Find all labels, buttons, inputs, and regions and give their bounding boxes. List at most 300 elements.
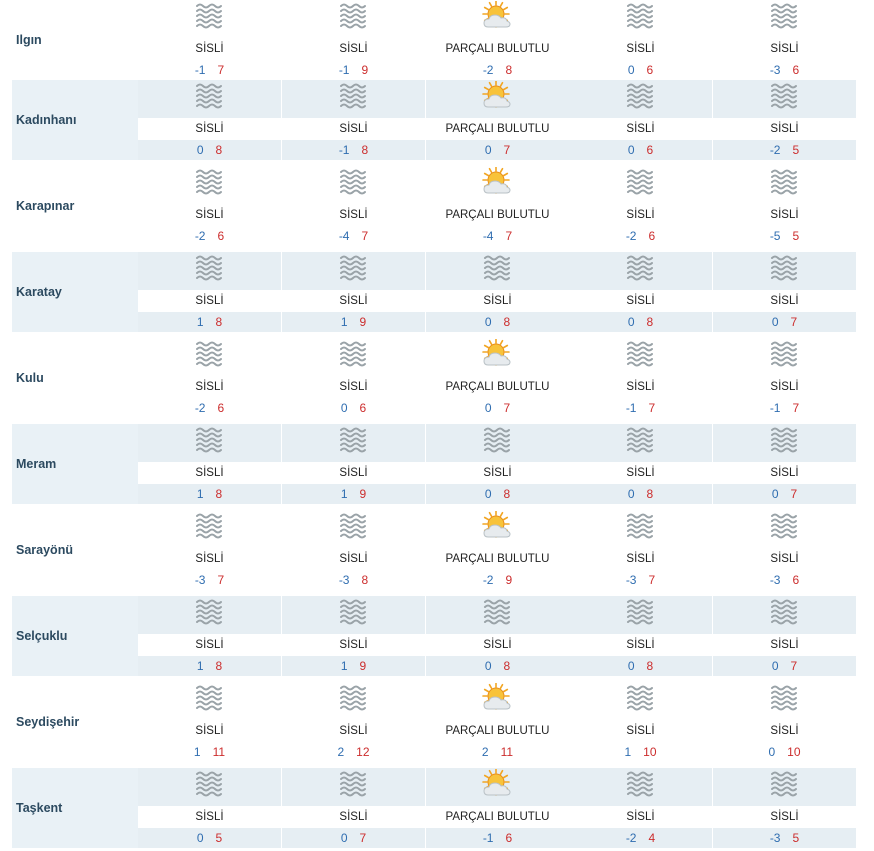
forecast-day bbox=[569, 0, 712, 80]
forecast-day bbox=[282, 596, 425, 676]
city-name: Karatay bbox=[16, 285, 62, 299]
temperature-range bbox=[713, 570, 856, 590]
max-temperature: 6 bbox=[792, 63, 800, 77]
min-temperature: -2 bbox=[482, 573, 494, 587]
partly-cloudy-icon bbox=[482, 167, 512, 197]
fog-icon bbox=[625, 1, 655, 31]
weather-description: SİSLİ bbox=[195, 123, 224, 135]
partly-cloudy-icon bbox=[482, 1, 512, 31]
temperature-range bbox=[282, 828, 425, 848]
weather-description: SİSLİ bbox=[626, 43, 655, 55]
weather-description: SİSLİ bbox=[770, 43, 799, 55]
city-name: Seydişehir bbox=[16, 715, 80, 729]
forecast-day bbox=[138, 0, 281, 80]
temperature-range bbox=[282, 484, 425, 504]
weather-icon-area bbox=[282, 252, 425, 290]
city-cell bbox=[12, 768, 138, 848]
weather-icon-area bbox=[426, 80, 569, 118]
fog-icon bbox=[194, 425, 224, 455]
weather-description: SİSLİ bbox=[195, 43, 224, 55]
min-temperature: 1 bbox=[340, 487, 348, 501]
temperature-range bbox=[138, 570, 281, 590]
fog-icon bbox=[338, 425, 368, 455]
max-temperature: 7 bbox=[217, 573, 225, 587]
min-temperature: -2 bbox=[482, 63, 494, 77]
temperature-range bbox=[426, 60, 569, 80]
min-temperature: -1 bbox=[625, 401, 637, 415]
temperature-range bbox=[282, 656, 425, 676]
fog-icon bbox=[769, 167, 799, 197]
weather-icon-area bbox=[138, 682, 281, 720]
city-row bbox=[12, 80, 858, 166]
min-temperature: 0 bbox=[484, 315, 492, 329]
fog-icon bbox=[194, 769, 224, 799]
weather-description: PARÇALI BULUTLU bbox=[445, 123, 550, 135]
max-temperature: 7 bbox=[359, 831, 367, 845]
max-temperature: 6 bbox=[217, 229, 225, 243]
fog-icon bbox=[625, 253, 655, 283]
city-cell bbox=[12, 252, 138, 332]
weather-description: SİSLİ bbox=[770, 295, 799, 307]
weather-icon-area bbox=[282, 682, 425, 720]
weather-icon-area bbox=[282, 510, 425, 548]
weather-description: SİSLİ bbox=[626, 295, 655, 307]
min-temperature: 0 bbox=[771, 487, 779, 501]
temperature-range bbox=[138, 656, 281, 676]
city-name: Selçuklu bbox=[16, 629, 68, 643]
weather-icon-area bbox=[713, 768, 856, 806]
temperature-range bbox=[569, 484, 712, 504]
temperature-range bbox=[569, 742, 712, 762]
weather-description: SİSLİ bbox=[339, 725, 368, 737]
fog-icon bbox=[338, 339, 368, 369]
max-temperature: 8 bbox=[646, 487, 654, 501]
min-temperature: -2 bbox=[625, 229, 637, 243]
forecast-day bbox=[713, 768, 856, 848]
forecast-day bbox=[713, 252, 856, 332]
weather-description: SİSLİ bbox=[483, 295, 512, 307]
weather-description: PARÇALI BULUTLU bbox=[445, 725, 550, 737]
forecast-day bbox=[138, 338, 281, 418]
fog-icon bbox=[194, 597, 224, 627]
fog-icon bbox=[625, 683, 655, 713]
weather-description: SİSLİ bbox=[626, 381, 655, 393]
min-temperature: -2 bbox=[194, 401, 206, 415]
min-temperature: -4 bbox=[482, 229, 494, 243]
weather-icon-area bbox=[713, 0, 856, 38]
max-temperature: 7 bbox=[361, 229, 369, 243]
fog-icon bbox=[194, 511, 224, 541]
max-temperature: 6 bbox=[646, 143, 654, 157]
forecast-day bbox=[713, 596, 856, 676]
min-temperature: -3 bbox=[769, 831, 781, 845]
temperature-range bbox=[426, 312, 569, 332]
fog-icon bbox=[625, 81, 655, 111]
weather-description: SİSLİ bbox=[626, 725, 655, 737]
temperature-range bbox=[426, 828, 569, 848]
min-temperature: 0 bbox=[196, 143, 204, 157]
max-temperature: 8 bbox=[361, 143, 369, 157]
temperature-range bbox=[426, 742, 569, 762]
min-temperature: 0 bbox=[196, 831, 204, 845]
forecast-day bbox=[426, 338, 569, 418]
weather-description: SİSLİ bbox=[770, 639, 799, 651]
max-temperature: 7 bbox=[792, 401, 800, 415]
min-temperature: -2 bbox=[625, 831, 637, 845]
fog-icon bbox=[338, 81, 368, 111]
city-cell bbox=[12, 424, 138, 504]
weather-description: SİSLİ bbox=[626, 123, 655, 135]
min-temperature: 0 bbox=[340, 401, 348, 415]
fog-icon bbox=[625, 597, 655, 627]
forecast-day bbox=[569, 510, 712, 590]
forecast-day bbox=[569, 596, 712, 676]
temperature-range bbox=[713, 226, 856, 246]
temperature-range bbox=[569, 570, 712, 590]
weather-icon-area bbox=[569, 0, 712, 38]
temperature-range bbox=[569, 226, 712, 246]
max-temperature: 10 bbox=[787, 745, 801, 759]
city-row bbox=[12, 424, 858, 510]
temperature-range bbox=[426, 398, 569, 418]
weather-description: SİSLİ bbox=[195, 381, 224, 393]
temperature-range bbox=[138, 484, 281, 504]
weather-icon-area bbox=[282, 768, 425, 806]
city-row bbox=[12, 682, 858, 768]
min-temperature: -3 bbox=[338, 573, 350, 587]
max-temperature: 8 bbox=[361, 573, 369, 587]
min-temperature: 0 bbox=[627, 143, 635, 157]
weather-description: SİSLİ bbox=[339, 123, 368, 135]
weather-description: SİSLİ bbox=[770, 381, 799, 393]
forecast-day bbox=[426, 768, 569, 848]
city-cell bbox=[12, 80, 138, 160]
fog-icon bbox=[769, 1, 799, 31]
city-cell bbox=[12, 166, 138, 246]
max-temperature: 6 bbox=[217, 401, 225, 415]
min-temperature: 0 bbox=[771, 659, 779, 673]
forecast-day bbox=[713, 682, 856, 762]
weather-icon-area bbox=[138, 596, 281, 634]
temperature-range bbox=[138, 226, 281, 246]
max-temperature: 7 bbox=[790, 487, 798, 501]
min-temperature: -1 bbox=[194, 63, 206, 77]
weather-icon-area bbox=[426, 510, 569, 548]
temperature-range bbox=[282, 312, 425, 332]
weather-icon-area bbox=[138, 166, 281, 204]
temperature-range bbox=[282, 742, 425, 762]
temperature-range bbox=[138, 140, 281, 160]
forecast-day bbox=[138, 80, 281, 160]
weather-icon-area bbox=[713, 338, 856, 376]
fog-icon bbox=[482, 253, 512, 283]
weather-description: SİSLİ bbox=[626, 553, 655, 565]
fog-icon bbox=[194, 81, 224, 111]
weather-description: PARÇALI BULUTLU bbox=[445, 43, 550, 55]
weather-icon-area bbox=[282, 338, 425, 376]
min-temperature: -2 bbox=[194, 229, 206, 243]
min-temperature: 0 bbox=[627, 487, 635, 501]
temperature-range bbox=[569, 828, 712, 848]
city-row bbox=[12, 0, 858, 86]
fog-icon bbox=[338, 683, 368, 713]
max-temperature: 8 bbox=[646, 315, 654, 329]
weather-icon-area bbox=[138, 338, 281, 376]
min-temperature: 0 bbox=[484, 659, 492, 673]
forecast-day bbox=[569, 80, 712, 160]
weather-icon-area bbox=[426, 682, 569, 720]
max-temperature: 9 bbox=[359, 487, 367, 501]
weather-icon-area bbox=[569, 682, 712, 720]
weather-description: SİSLİ bbox=[339, 467, 368, 479]
city-row bbox=[12, 596, 858, 682]
temperature-range bbox=[426, 484, 569, 504]
weather-icon-area bbox=[282, 596, 425, 634]
forecast-day bbox=[282, 510, 425, 590]
forecast-day bbox=[426, 424, 569, 504]
weather-description: SİSLİ bbox=[483, 467, 512, 479]
min-temperature: -3 bbox=[769, 573, 781, 587]
max-temperature: 10 bbox=[643, 745, 657, 759]
forecast-day bbox=[713, 510, 856, 590]
weather-icon-area bbox=[426, 252, 569, 290]
forecast-day bbox=[138, 682, 281, 762]
forecast-day bbox=[282, 252, 425, 332]
weather-icon-area bbox=[426, 0, 569, 38]
max-temperature: 6 bbox=[359, 401, 367, 415]
min-temperature: 1 bbox=[340, 315, 348, 329]
forecast-day bbox=[282, 682, 425, 762]
max-temperature: 6 bbox=[505, 831, 513, 845]
fog-icon bbox=[194, 683, 224, 713]
weather-icon-area bbox=[138, 768, 281, 806]
temperature-range bbox=[282, 226, 425, 246]
max-temperature: 6 bbox=[648, 229, 656, 243]
min-temperature: 0 bbox=[340, 831, 348, 845]
weather-icon-area bbox=[138, 510, 281, 548]
max-temperature: 7 bbox=[648, 573, 656, 587]
min-temperature: 2 bbox=[481, 745, 489, 759]
max-temperature: 8 bbox=[503, 315, 511, 329]
weather-description: SİSLİ bbox=[195, 725, 224, 737]
min-temperature: 0 bbox=[627, 315, 635, 329]
forecast-day bbox=[282, 0, 425, 80]
forecast-day bbox=[426, 682, 569, 762]
min-temperature: 1 bbox=[196, 315, 204, 329]
temperature-range bbox=[138, 742, 281, 762]
fog-icon bbox=[769, 339, 799, 369]
weather-icon-area bbox=[569, 510, 712, 548]
temperature-range bbox=[426, 226, 569, 246]
weather-description: SİSLİ bbox=[339, 295, 368, 307]
weather-icon-area bbox=[426, 768, 569, 806]
temperature-range bbox=[138, 60, 281, 80]
forecast-day bbox=[426, 252, 569, 332]
max-temperature: 8 bbox=[505, 63, 513, 77]
city-row bbox=[12, 166, 858, 252]
city-name: Kadınhanı bbox=[16, 113, 77, 127]
weather-icon-area bbox=[138, 252, 281, 290]
weather-description: SİSLİ bbox=[195, 467, 224, 479]
weather-description: SİSLİ bbox=[770, 725, 799, 737]
weather-icon-area bbox=[138, 0, 281, 38]
forecast-day bbox=[569, 252, 712, 332]
city-cell bbox=[12, 682, 138, 762]
temperature-range bbox=[282, 570, 425, 590]
weather-icon-area bbox=[426, 424, 569, 462]
weather-description: SİSLİ bbox=[770, 123, 799, 135]
weather-description: SİSLİ bbox=[626, 639, 655, 651]
temperature-range bbox=[569, 140, 712, 160]
max-temperature: 9 bbox=[505, 573, 513, 587]
fog-icon bbox=[338, 1, 368, 31]
forecast-day bbox=[426, 510, 569, 590]
weather-icon-area bbox=[713, 682, 856, 720]
forecast-day bbox=[713, 166, 856, 246]
forecast-day bbox=[426, 80, 569, 160]
forecast-day bbox=[569, 338, 712, 418]
weather-icon-area bbox=[713, 166, 856, 204]
weather-icon-area bbox=[569, 768, 712, 806]
city-cell bbox=[12, 338, 138, 418]
temperature-range bbox=[426, 656, 569, 676]
min-temperature: 0 bbox=[484, 487, 492, 501]
fog-icon bbox=[194, 339, 224, 369]
temperature-range bbox=[713, 140, 856, 160]
fog-icon bbox=[194, 167, 224, 197]
min-temperature: 1 bbox=[193, 745, 201, 759]
forecast-day bbox=[426, 596, 569, 676]
weather-icon-area bbox=[426, 338, 569, 376]
min-temperature: 1 bbox=[624, 745, 632, 759]
min-temperature: -1 bbox=[769, 401, 781, 415]
forecast-day bbox=[426, 0, 569, 80]
max-temperature: 7 bbox=[503, 401, 511, 415]
weather-icon-area bbox=[282, 0, 425, 38]
fog-icon bbox=[625, 425, 655, 455]
fog-icon bbox=[338, 769, 368, 799]
max-temperature: 6 bbox=[792, 573, 800, 587]
max-temperature: 8 bbox=[215, 315, 223, 329]
city-name: Meram bbox=[16, 457, 57, 471]
partly-cloudy-icon bbox=[482, 683, 512, 713]
weather-icon-area bbox=[282, 166, 425, 204]
weather-description: SİSLİ bbox=[483, 639, 512, 651]
weather-description: SİSLİ bbox=[195, 811, 224, 823]
temperature-range bbox=[426, 570, 569, 590]
temperature-range bbox=[713, 742, 856, 762]
city-cell bbox=[12, 510, 138, 590]
weather-icon-area bbox=[569, 596, 712, 634]
max-temperature: 12 bbox=[356, 745, 370, 759]
weather-description: SİSLİ bbox=[195, 295, 224, 307]
temperature-range bbox=[713, 312, 856, 332]
min-temperature: -1 bbox=[338, 143, 350, 157]
temperature-range bbox=[713, 484, 856, 504]
forecast-day bbox=[138, 510, 281, 590]
weather-description: SİSLİ bbox=[195, 553, 224, 565]
fog-icon bbox=[769, 597, 799, 627]
city-row bbox=[12, 338, 858, 424]
weather-description: SİSLİ bbox=[770, 553, 799, 565]
temperature-range bbox=[713, 398, 856, 418]
weather-icon-area bbox=[569, 424, 712, 462]
fog-icon bbox=[769, 511, 799, 541]
temperature-range bbox=[282, 140, 425, 160]
max-temperature: 9 bbox=[359, 315, 367, 329]
fog-icon bbox=[625, 769, 655, 799]
max-temperature: 7 bbox=[503, 143, 511, 157]
weather-icon-area bbox=[569, 338, 712, 376]
max-temperature: 6 bbox=[646, 63, 654, 77]
forecast-day bbox=[282, 768, 425, 848]
forecast-day bbox=[138, 424, 281, 504]
max-temperature: 7 bbox=[505, 229, 513, 243]
weather-icon-area bbox=[713, 252, 856, 290]
weather-icon-area bbox=[138, 80, 281, 118]
weather-icon-area bbox=[426, 596, 569, 634]
city-row bbox=[12, 510, 858, 596]
min-temperature: 0 bbox=[484, 401, 492, 415]
min-temperature: -2 bbox=[769, 143, 781, 157]
forecast-day bbox=[282, 338, 425, 418]
weather-icon-area bbox=[569, 252, 712, 290]
min-temperature: 2 bbox=[337, 745, 345, 759]
max-temperature: 8 bbox=[646, 659, 654, 673]
max-temperature: 8 bbox=[215, 143, 223, 157]
weather-icon-area bbox=[713, 424, 856, 462]
weather-description: SİSLİ bbox=[339, 43, 368, 55]
max-temperature: 8 bbox=[503, 659, 511, 673]
weather-description: SİSLİ bbox=[339, 811, 368, 823]
weather-description: SİSLİ bbox=[339, 381, 368, 393]
max-temperature: 9 bbox=[359, 659, 367, 673]
min-temperature: 0 bbox=[768, 745, 776, 759]
weather-icon-area bbox=[138, 424, 281, 462]
min-temperature: 0 bbox=[627, 63, 635, 77]
fog-icon bbox=[338, 253, 368, 283]
min-temperature: -1 bbox=[482, 831, 494, 845]
max-temperature: 9 bbox=[361, 63, 369, 77]
weather-icon-area bbox=[713, 510, 856, 548]
weather-description: SİSLİ bbox=[626, 811, 655, 823]
temperature-range bbox=[282, 398, 425, 418]
fog-icon bbox=[769, 769, 799, 799]
min-temperature: 1 bbox=[196, 659, 204, 673]
fog-icon bbox=[625, 167, 655, 197]
forecast-day bbox=[282, 166, 425, 246]
temperature-range bbox=[569, 398, 712, 418]
fog-icon bbox=[769, 253, 799, 283]
max-temperature: 11 bbox=[212, 745, 226, 759]
weather-description: PARÇALI BULUTLU bbox=[445, 811, 550, 823]
min-temperature: 0 bbox=[771, 315, 779, 329]
weather-description: SİSLİ bbox=[770, 467, 799, 479]
max-temperature: 7 bbox=[790, 659, 798, 673]
city-name: Ilgın bbox=[16, 33, 42, 47]
forecast-day bbox=[569, 682, 712, 762]
max-temperature: 7 bbox=[648, 401, 656, 415]
weather-description: SİSLİ bbox=[339, 209, 368, 221]
weather-description: SİSLİ bbox=[339, 553, 368, 565]
temperature-range bbox=[569, 312, 712, 332]
forecast-day bbox=[138, 166, 281, 246]
temperature-range bbox=[569, 656, 712, 676]
weather-description: SİSLİ bbox=[770, 209, 799, 221]
max-temperature: 11 bbox=[500, 745, 514, 759]
temperature-range bbox=[426, 140, 569, 160]
fog-icon bbox=[625, 511, 655, 541]
